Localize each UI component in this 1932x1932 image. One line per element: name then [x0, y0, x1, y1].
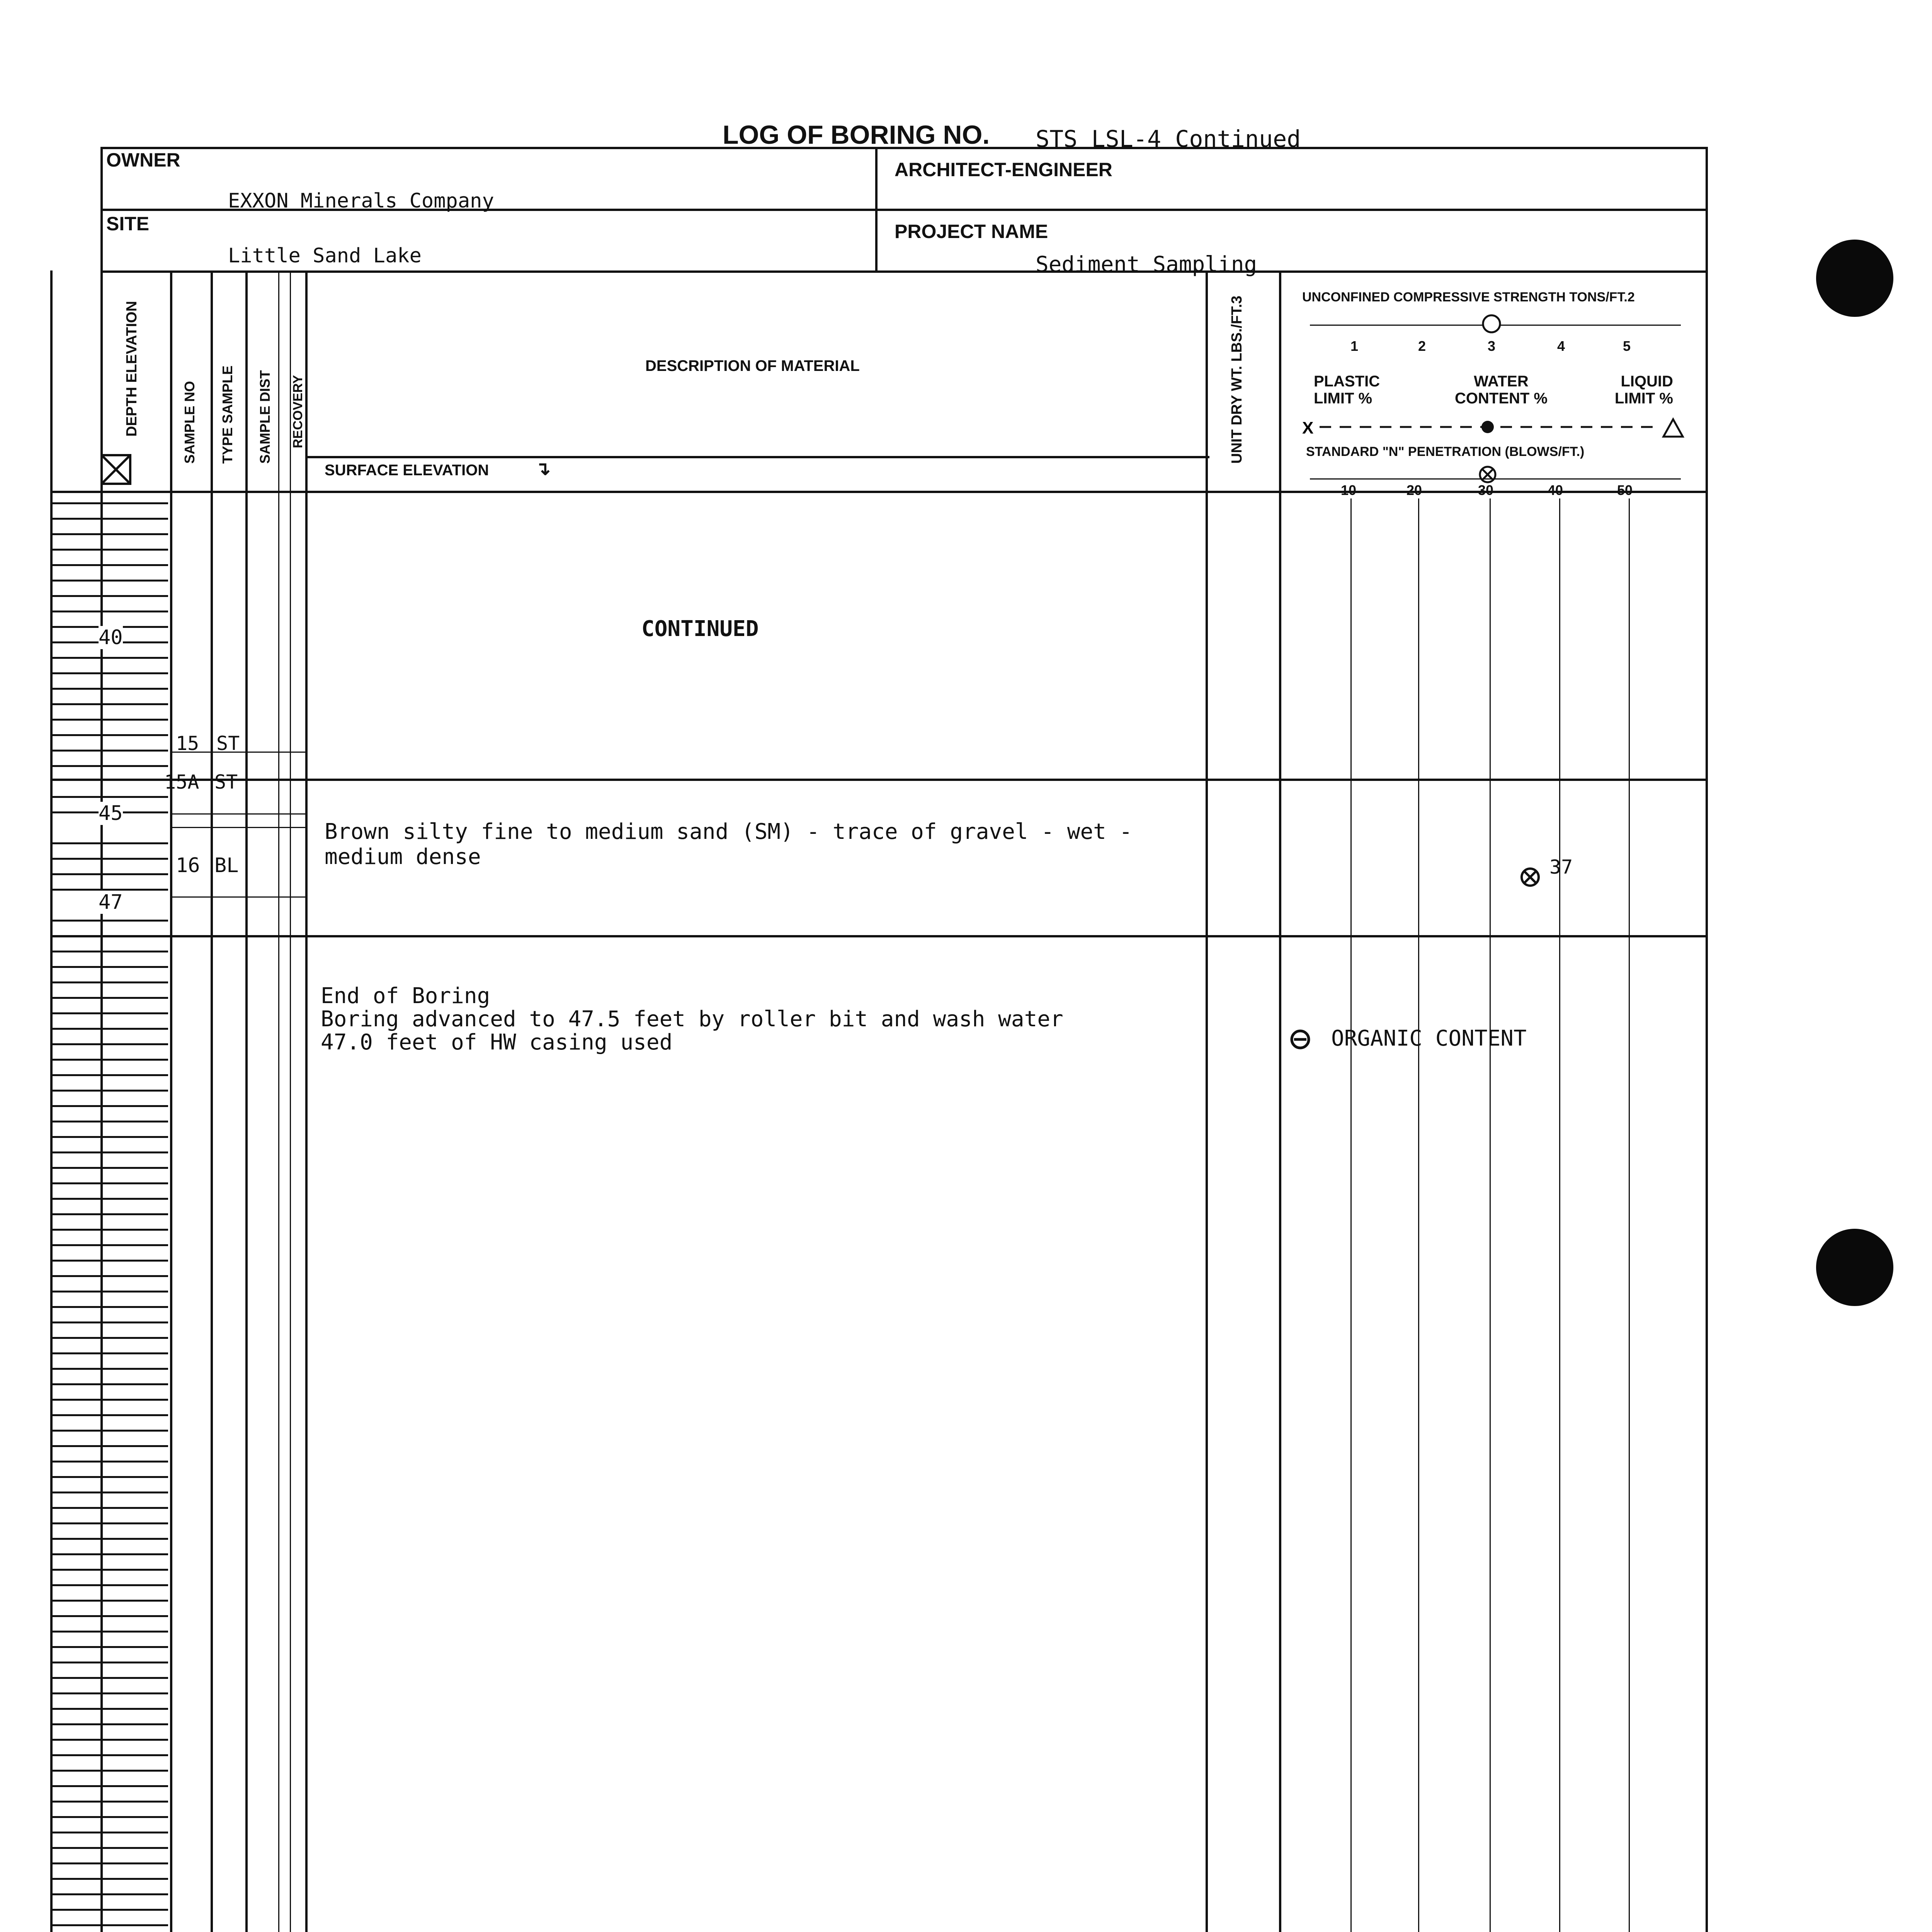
owner-value: EXXON Minerals Company — [228, 189, 494, 213]
organic-content-icon — [1289, 1028, 1312, 1051]
ucs-tick-5: 5 — [1623, 338, 1631, 354]
col-sample-no: SAMPLE NO — [182, 381, 197, 464]
sample-16-type: BL — [214, 854, 239, 877]
spt-tick-40: 40 — [1548, 482, 1563, 498]
sample-15-no: 15 — [176, 732, 199, 755]
end-of-boring-line-3: 47.0 feet of HW casing used — [321, 1030, 673, 1055]
page-title: LOG OF BORING NO. — [723, 120, 990, 150]
spt-tick-10: 10 — [1341, 482, 1357, 498]
col-type-sample: TYPE SAMPLE — [219, 365, 235, 464]
project-label: PROJECT NAME — [895, 221, 1048, 242]
spt-tick-50: 50 — [1617, 482, 1633, 498]
sample-15a-type: ST — [214, 771, 238, 793]
depth-label-47: 47 — [99, 891, 123, 914]
site-value: Little Sand Lake — [228, 244, 422, 267]
spt-n-value: 37 — [1549, 856, 1573, 878]
col-recovery: RECOVERY — [291, 375, 305, 448]
end-of-boring-line-1: End of Boring — [321, 983, 490, 1009]
depth-label-40: 40 — [99, 626, 123, 649]
description-header: DESCRIPTION OF MATERIAL — [645, 357, 860, 374]
spt-tick-30: 30 — [1478, 482, 1494, 498]
depth-scale-frame — [50, 270, 170, 1932]
spt-title: STANDARD "N" PENETRATION (BLOWS/FT.) — [1306, 444, 1585, 459]
ucs-title: UNCONFINED COMPRESSIVE STRENGTH TONS/FT.2 — [1302, 290, 1635, 304]
sample-15-type: ST — [216, 732, 240, 755]
surface-elevation-label: SURFACE ELEVATION — [325, 462, 489, 479]
surface-elevation-arrow: ↴ — [535, 459, 551, 479]
boring-number: STS LSL-4 Continued — [1036, 126, 1301, 153]
organic-content-label: ORGANIC CONTENT — [1331, 1026, 1527, 1051]
water-content-label: WATER CONTENT % — [1455, 373, 1548, 407]
ucs-circle-icon — [1480, 312, 1503, 335]
owner-label: OWNER — [106, 149, 180, 171]
architect-label: ARCHITECT-ENGINEER — [895, 159, 1112, 180]
project-value: Sediment Sampling — [1036, 252, 1257, 277]
spt-marker-icon — [1519, 866, 1542, 889]
svg-text:X: X — [1302, 418, 1314, 437]
depth-label-45: 45 — [99, 802, 123, 825]
end-of-boring-line-2: Boring advanced to 47.5 feet by roller bit and wash water — [321, 1007, 1063, 1032]
limits-legend-line — [1302, 413, 1685, 440]
spt-tick-20: 20 — [1406, 482, 1422, 498]
punch-hole-top — [1816, 240, 1893, 317]
sample-16-no: 16 — [176, 854, 200, 877]
ucs-tick-3: 3 — [1488, 338, 1496, 354]
depth-x-box — [100, 454, 131, 485]
col-sample-dist: SAMPLE DIST — [257, 370, 273, 464]
site-label: SITE — [106, 213, 150, 235]
ucs-tick-2: 2 — [1418, 338, 1426, 354]
col-unit-dry-wt: UNIT DRY WT. LBS./FT.3 — [1229, 296, 1245, 464]
liquid-limit-label: LIQUID LIMIT % — [1614, 373, 1673, 407]
stratum-description-line-2: medium dense — [325, 844, 481, 869]
col-depth: DEPTH ELEVATION — [124, 301, 140, 437]
punch-hole-middle — [1816, 1229, 1893, 1306]
plastic-limit-label: PLASTIC LIMIT % — [1314, 373, 1380, 407]
continued-label: CONTINUED — [641, 616, 759, 641]
ucs-tick-1: 1 — [1350, 338, 1359, 354]
sample-15a-no: 15A — [164, 771, 199, 793]
ucs-tick-4: 4 — [1557, 338, 1565, 354]
stratum-description-line-1: Brown silty fine to medium sand (SM) - trace of gravel - wet - — [325, 819, 1133, 844]
